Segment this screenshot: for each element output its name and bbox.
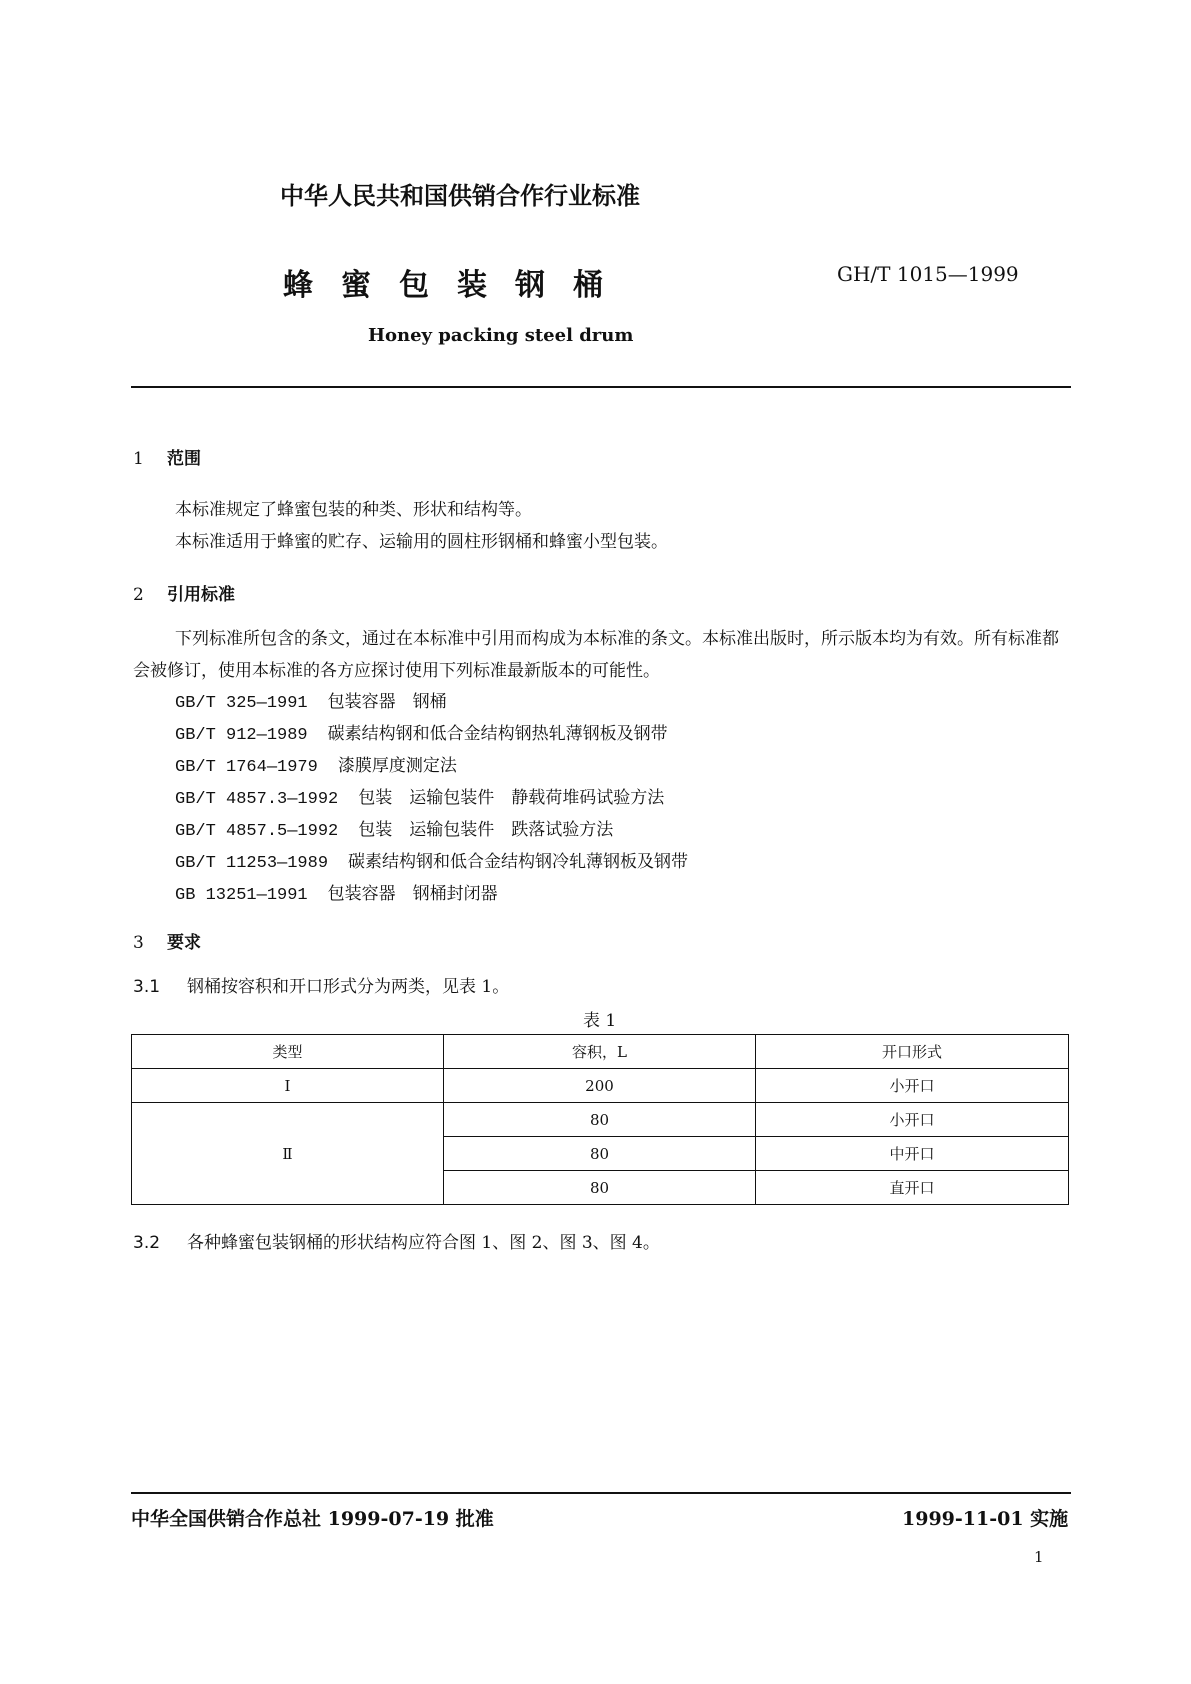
scope-paragraph-1: 本标准规定了蜂蜜包装的种类、形状和结构等。 <box>175 500 532 520</box>
reference-code: GB/T 4857.5—1992 <box>175 822 339 841</box>
section-3-title: 要求 <box>167 933 201 953</box>
reference-title: 碳素结构钢和低合金结构钢热轧薄钢板及钢带 <box>327 724 668 744</box>
reference-code: GB/T 325—1991 <box>175 694 308 713</box>
section-3-heading <box>133 928 201 953</box>
section-1-heading <box>133 444 201 469</box>
section-1-number: 1 <box>133 449 144 469</box>
section-2-number: 2 <box>133 585 144 605</box>
reference-code: GB 13251—1991 <box>175 886 308 905</box>
reference-title: 包装容器 钢桶 <box>327 692 447 712</box>
reference-item <box>175 847 688 873</box>
references-intro: 下列标准所包含的条文，通过在本标准中引用而构成为本标准的条文。本标准出版时，所示版本均为有效。所有标准都会被修订，使用本标准的各方应探讨使用下列标准最新版本的可能性。 <box>133 629 1059 681</box>
implementation-date: 1999-11-01 实施 <box>902 1508 1069 1530</box>
reference-item <box>175 815 613 841</box>
reference-item <box>175 751 457 777</box>
reference-title: 包装 运输包装件 跌落试验方法 <box>358 820 614 840</box>
opening-cell: 直开口 <box>756 1171 1069 1205</box>
document-title: 蜂蜜包装钢桶 <box>283 268 631 303</box>
section-2-title: 引用标准 <box>167 585 235 605</box>
reference-item <box>175 719 668 745</box>
type-cell: Ⅰ <box>132 1069 444 1103</box>
table-row <box>132 1103 1069 1137</box>
clause-3-1-text: 钢桶按容积和开口形式分为两类，见表 1。 <box>187 977 510 997</box>
reference-item <box>175 879 498 905</box>
table-header-cell: 类型 <box>132 1035 444 1069</box>
section-2-heading <box>133 580 235 605</box>
clause-3-2-text: 各种蜂蜜包装钢桶的形状结构应符合图 1、图 2、图 3、图 4。 <box>187 1233 660 1253</box>
volume-cell: 80 <box>444 1103 756 1137</box>
clause-3-2-number: 3.2 <box>133 1233 161 1253</box>
footer-divider <box>131 1492 1071 1494</box>
volume-cell: 200 <box>444 1069 756 1103</box>
reference-code: GB/T 4857.3—1992 <box>175 790 339 809</box>
scope-paragraph-2: 本标准适用于蜂蜜的贮存、运输用的圆柱形钢桶和蜂蜜小型包装。 <box>175 532 668 552</box>
reference-title: 包装容器 钢桶封闭器 <box>327 884 498 904</box>
reference-code: GB/T 912—1989 <box>175 726 308 745</box>
reference-code: GB/T 11253—1989 <box>175 854 329 873</box>
opening-cell: 中开口 <box>756 1137 1069 1171</box>
section-3-number: 3 <box>133 933 144 953</box>
english-title: Honey packing steel drum <box>368 325 634 346</box>
opening-cell: 小开口 <box>756 1103 1069 1137</box>
opening-cell: 小开口 <box>756 1069 1069 1103</box>
page-number: 1 <box>1034 1548 1044 1566</box>
clause-3-1 <box>133 972 509 997</box>
volume-cell: 80 <box>444 1171 756 1205</box>
clause-3-1-number: 3.1 <box>133 977 161 997</box>
reference-title: 漆膜厚度测定法 <box>337 756 457 776</box>
table-caption: 表 1 <box>583 1011 617 1031</box>
reference-title: 包装 运输包装件 静载荷堆码试验方法 <box>358 788 665 808</box>
table-header-row <box>132 1035 1069 1069</box>
table-row <box>132 1069 1069 1103</box>
section-1-title: 范围 <box>167 449 201 469</box>
reference-item <box>175 783 664 809</box>
table-header-cell: 容积，L <box>444 1035 756 1069</box>
table-header-cell: 开口形式 <box>756 1035 1069 1069</box>
issuer-title: 中华人民共和国供销合作行业标准 <box>280 181 640 210</box>
header-divider <box>131 386 1071 388</box>
volume-table <box>131 1034 1069 1205</box>
standard-code: GH/T 1015—1999 <box>837 262 1019 286</box>
clause-3-2 <box>133 1228 660 1253</box>
reference-code: GB/T 1764—1979 <box>175 758 318 777</box>
type-cell: Ⅱ <box>132 1103 444 1205</box>
reference-item <box>175 687 447 713</box>
approval-note: 中华全国供销合作总社 1999-07-19 批准 <box>131 1508 494 1530</box>
volume-cell: 80 <box>444 1137 756 1171</box>
reference-title: 碳素结构钢和低合金结构钢冷轧薄钢板及钢带 <box>348 852 689 872</box>
